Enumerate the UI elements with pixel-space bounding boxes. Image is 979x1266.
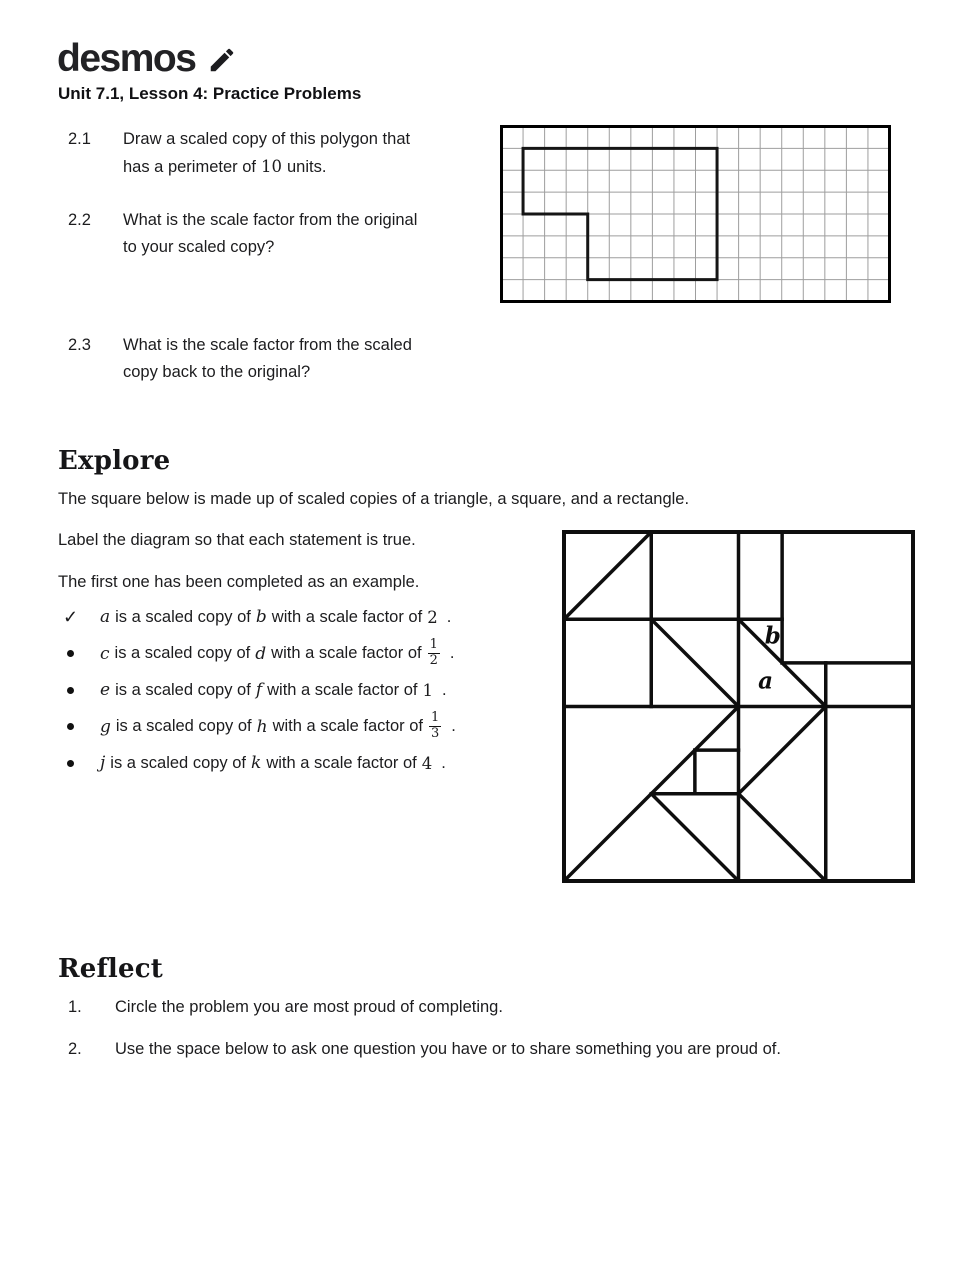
statement-text [95, 638, 454, 669]
reflect-item-number: 1. [68, 998, 82, 1016]
shape-label-b: b [764, 622, 781, 650]
problem-2-3 [68, 332, 412, 386]
scale-factor-value: 1 [422, 680, 434, 700]
explore-paragraph-2: Label the diagram so that each statement is true. [58, 531, 416, 549]
grid-svg [500, 125, 891, 303]
page-title: Unit 7.1, Lesson 4: Practice Problems [58, 84, 362, 103]
text-token: copy back to the original? [123, 363, 311, 381]
statement-row [63, 636, 456, 673]
scale-factor-fraction [428, 638, 440, 669]
text-token: What is the scale factor from the scaled [123, 336, 412, 354]
statement-tail-text: with a scale factor of [267, 680, 418, 699]
scale-factor-value: 2 [427, 607, 438, 627]
statement-text [95, 607, 451, 627]
shape-letter: c [100, 643, 110, 664]
problem-text-line [123, 332, 412, 359]
fraction-denominator: 2 [429, 653, 438, 669]
reflect-item-2 [68, 1040, 781, 1059]
shape-letter: a [100, 607, 111, 628]
statement-row [63, 745, 456, 782]
shape-letter: h [256, 716, 268, 737]
pencil-icon [207, 45, 237, 75]
statement-row [63, 599, 456, 636]
checkmark-icon: ✓ [62, 606, 79, 627]
problem-text [123, 126, 410, 181]
statement-period: . [451, 717, 456, 736]
problem-number: 2.2 [68, 211, 91, 229]
reflect-item-text: Use the space below to ask one question you have or to share something you are proud of. [115, 1040, 781, 1058]
statement-row [63, 672, 456, 709]
statement-text [95, 680, 447, 700]
shape-letter: f [255, 680, 263, 701]
text-token: has a perimeter of [123, 158, 256, 176]
statement-tail-text: with a scale factor of [272, 717, 423, 736]
desmos-logo [57, 36, 237, 82]
statement-text [95, 753, 446, 773]
statement-row [63, 709, 456, 746]
text-token: to your scaled copy? [123, 238, 275, 256]
statement-mid-text: is a scaled copy of [115, 607, 251, 626]
statement-tail-text: with a scale factor of [271, 607, 423, 626]
reflect-heading: Reflect [58, 954, 163, 984]
shape-letter: b [255, 607, 267, 628]
statement-period: . [449, 644, 455, 663]
bullet-icon [63, 650, 78, 657]
fraction-denominator: 3 [431, 726, 440, 742]
square-svg [562, 530, 915, 883]
statement-mid-text: is a scaled copy of [115, 680, 251, 699]
problem-text-line [123, 126, 410, 153]
statement-text [95, 711, 456, 742]
shape-letter: g [100, 716, 111, 737]
shape-letter: d [255, 643, 267, 664]
statement-period: . [446, 607, 452, 626]
text-token: units. [286, 158, 327, 176]
math-token: 10 [260, 157, 282, 176]
text-token: Draw a scaled copy of this polygon that [123, 130, 411, 148]
statement-tail-text: with a scale factor of [271, 644, 422, 663]
text-token: What is the scale factor from the original [123, 211, 418, 229]
statement-period: . [442, 680, 447, 699]
reflect-item-text: Circle the problem you are most proud of completing. [115, 998, 503, 1016]
shape-label-a: a [758, 667, 774, 695]
statement-mid-text: is a scaled copy of [110, 753, 247, 772]
bullet-icon [63, 760, 78, 767]
problem-number: 2.1 [68, 130, 91, 148]
problem-2-2 [68, 207, 417, 261]
reflect-item-number: 2. [68, 1040, 82, 1058]
statement-mid-text: is a scaled copy of [114, 644, 251, 663]
bullet-icon [63, 687, 78, 694]
fraction-numerator: 1 [429, 637, 438, 653]
polygon-grid-figure [500, 125, 891, 308]
reflect-item-1 [68, 998, 503, 1017]
explore-heading: Explore [58, 446, 171, 476]
problem-text-line [123, 207, 417, 234]
fraction-numerator: 1 [431, 710, 440, 726]
problem-number: 2.3 [68, 336, 91, 354]
statement-mid-text: is a scaled copy of [115, 717, 252, 736]
desmos-wordmark: desmos [57, 37, 196, 80]
problem-text-line [123, 234, 417, 261]
problem-text-line [123, 359, 412, 386]
problem-text-line [123, 153, 410, 181]
scale-factor-fraction [429, 711, 441, 742]
statement-period: . [441, 753, 446, 772]
explore-paragraph-1: The square below is made up of scaled copies of a triangle, a square, and a rectangle. [58, 490, 690, 508]
bullet-icon [63, 723, 78, 730]
statement-tail-text: with a scale factor of [266, 753, 417, 772]
shape-letter: k [251, 753, 262, 774]
scaled-copies-square-figure [562, 530, 915, 888]
shape-letter: j [100, 753, 106, 774]
problem-2-1 [68, 126, 410, 181]
explore-paragraph-3: The first one has been completed as an example. [58, 573, 420, 591]
shape-letter: e [100, 680, 111, 701]
problem-text [123, 332, 412, 386]
scale-factor-value: 4 [421, 753, 433, 773]
statement-list [63, 599, 456, 782]
problem-text [123, 207, 417, 261]
